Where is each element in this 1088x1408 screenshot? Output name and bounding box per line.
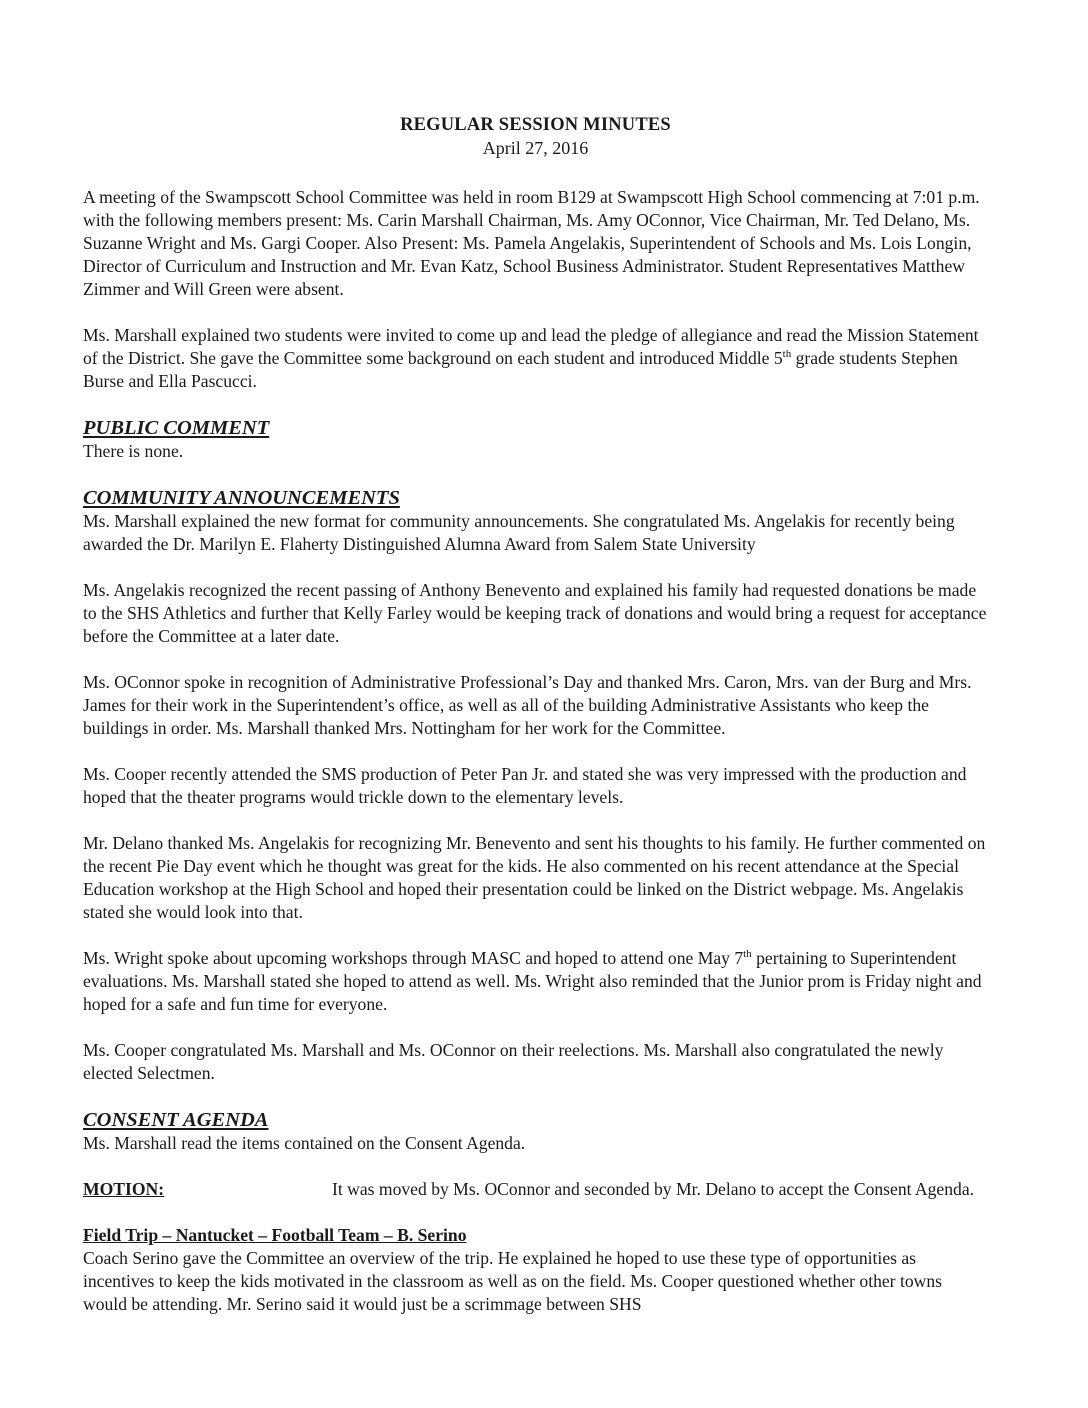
- pledge-text-end: grade students Stephen Burse and Ella Pascucci.: [83, 348, 958, 391]
- pledge-paragraph: [83, 324, 988, 393]
- document-title: REGULAR SESSION MINUTES: [400, 115, 671, 135]
- consent-agenda-section: [83, 1108, 988, 1201]
- announcement-paragraph: Ms. Marshall explained the new format for community announcements. She congratulated Ms. Angelakis for recently being awarded the Dr. Marilyn E. Flaherty Distinguished Alumna Award from Salem State University: [83, 511, 955, 554]
- announcement-paragraph: Ms. Angelakis recognized the recent passing of Anthony Benevento and explained his family had requested donations be made to the SHS Athletics and further that Kelly Farley would be keeping track of donations and would bring a request for acceptance before the Committee at a later date.: [83, 580, 987, 646]
- announcement-paragraph: [83, 947, 988, 1016]
- workshop-text-start: Ms. Wright spoke about upcoming workshops through MASC and hoped to attend one May 7: [83, 948, 744, 968]
- field-trip-section: [83, 1224, 988, 1316]
- field-trip-heading: Field Trip – Nantucket – Football Team – B. Serino: [83, 1225, 467, 1245]
- ordinal-suffix: th: [782, 348, 792, 361]
- motion-text: It was moved by Ms. OConnor and seconded by Mr. Delano to accept the Consent Agenda.: [332, 1179, 975, 1199]
- announcement-paragraph: Mr. Delano thanked Ms. Angelakis for recognizing Mr. Benevento and sent his thoughts to his family. He further commented on the recent Pie Day event which he thought was great for the kids. He also commented on his recent attendance at the Special Education workshop at the High School and hoped their presentation could be linked on the District webpage. Ms. Angelakis stated she would look into that.: [83, 833, 986, 922]
- consent-agenda-text: Ms. Marshall read the items contained on the Consent Agenda.: [83, 1133, 526, 1153]
- pledge-text-start: Ms. Marshall explained two students were invited to come up and lead the pledge of allegiance and read the Mission Statement of the District. She gave the Committee some background on each student and introduced Middle 5: [83, 325, 979, 368]
- document-header: [83, 113, 988, 160]
- motion-block: [83, 1178, 988, 1201]
- motion-label: MOTION:: [83, 1179, 165, 1199]
- attendance-paragraph: A meeting of the Swampscott School Committee was held in room B129 at Swampscott High School commencing at 7:01 p.m. with the following members present: Ms. Carin Marshall Chairman, Ms. Amy OConnor, Vice Chairman, Mr. Ted Delano, Ms. Suzanne Wright and Ms. Gargi Cooper. Also Present: Ms. Pamela Angelakis, Superintendent of Schools and Ms. Lois Longin, Director of Curriculum and Instruction and Mr. Evan Katz, School Business Administrator. Student Representatives Matthew Zimmer and Will Green were absent.: [83, 187, 980, 299]
- public-comment-heading: PUBLIC COMMENT: [83, 417, 270, 439]
- consent-agenda-heading: CONSENT AGENDA: [83, 1109, 269, 1131]
- announcement-paragraph: Ms. OConnor spoke in recognition of Administrative Professional’s Day and thanked Mrs. Caron, Mrs. van der Burg and Mrs. James for their work in the Superintendent’s office, as well as all of the building Administrative Assistants who keep the buildings in order. Ms. Marshall thanked Mrs. Nottingham for her work for the Committee.: [83, 672, 972, 738]
- announcement-paragraph: Ms. Cooper congratulated Ms. Marshall and Ms. OConnor on their reelections. Ms. Marshall also congratulated the newly elected Selectmen.: [83, 1040, 944, 1083]
- field-trip-text: Coach Serino gave the Committee an overview of the trip. He explained he hoped to use these type of opportunities as incentives to keep the kids motivated in the classroom as well as on the field. Ms. Cooper questioned whether other towns would be attending. Mr. Serino said it would just be a scrimmage between SHS: [83, 1248, 942, 1314]
- public-comment-text: There is none.: [83, 441, 184, 461]
- announcement-paragraph: Ms. Cooper recently attended the SMS production of Peter Pan Jr. and stated she was very impressed with the production and hoped that the theater programs would trickle down to the elementary levels.: [83, 764, 967, 807]
- community-announcements-section: [83, 486, 988, 1085]
- community-announcements-heading: COMMUNITY ANNOUNCEMENTS: [83, 487, 400, 509]
- workshop-text-end: pertaining to Superintendent evaluations. Ms. Marshall stated she hoped to attend as well. Ms. Wright also reminded that the Junior prom is Friday night and hoped for a safe and fun time for everyone.: [83, 948, 982, 1014]
- meeting-date: April 27, 2016: [482, 138, 589, 158]
- ordinal-suffix: th: [743, 948, 752, 961]
- public-comment-section: [83, 416, 988, 463]
